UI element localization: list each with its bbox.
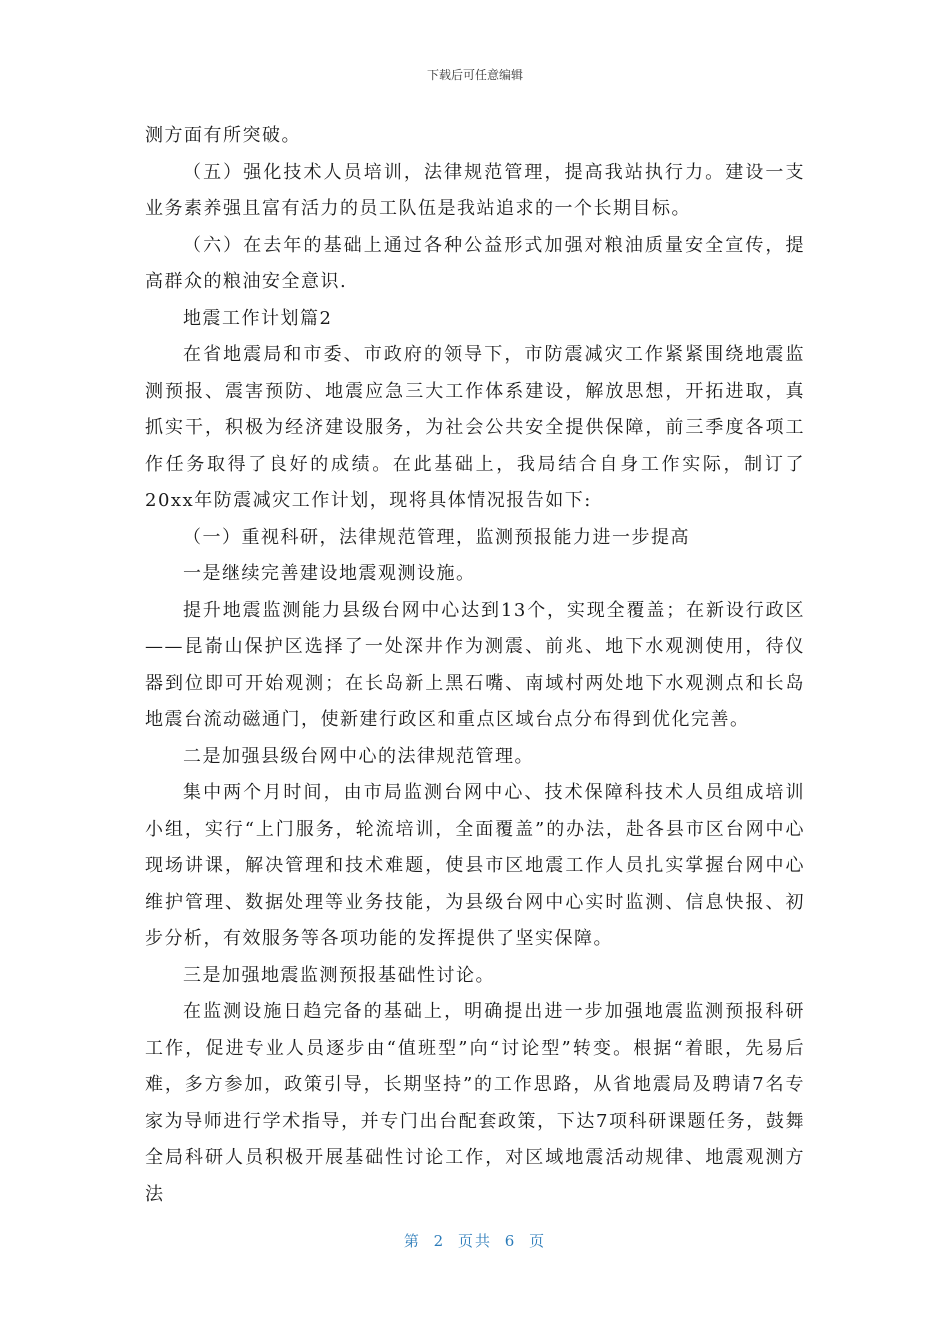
page-header: 下载后可任意编辑: [426, 68, 523, 82]
paragraph-2: （五）强化技术人员培训，法律规范管理，提高我站执行力。建设一支业务素养强且富有活力的员工队伍是我站追求的一个长期目标。: [145, 161, 805, 219]
section-heading: 地震工作计划篇2: [183, 307, 333, 329]
paragraph-1: 测方面有所突破。: [145, 125, 301, 146]
page-footer: 第 2 页共 6 页: [403, 1232, 547, 1250]
paragraph-8: 提升地震监测能力县级台网中心达到13个，实现全覆盖；在新设行政区——昆嵛山保护区选择了一处深井作为测震、前兆、地下水观测使用，待仪器到位即可开始观测；在长岛新上黑石嘴、南域村两处地下水观测点和长岛地震台流动磁通门，使新建行政区和重点区域台点分布得到优化完善。: [145, 599, 805, 730]
subheading-1: （一）重视科研，法律规范管理，监测预报能力进一步提高: [183, 526, 690, 548]
document-body: [145, 118, 805, 1213]
paragraph-12: 在监测设施日趋完备的基础上，明确提出进一步加强地震监测预报科研工作，促进专业人员逐步由“值班型”向“讨论型”转变。根据“着眼，先易后难，多方参加，政策引导，长期坚持”的工作思路，从省地震局及聘请7名专家为导师进行学术指导，并专门出台配套政策，下达7项科研课题任务，鼓舞全局科研人员积极开展基础性讨论工作，对区域地震活动规律、地震观测方法: [145, 1001, 805, 1205]
subheading-item-1: 一是继续完善建设地震观测设施。: [183, 563, 476, 584]
subheading-item-2: 二是加强县级台网中心的法律规范管理。: [183, 745, 534, 767]
paragraph-3: （六）在去年的基础上通过各种公益形式加强对粮油质量安全宣传，提高群众的粮油安全意识.: [145, 234, 805, 292]
paragraph-5: 在省地震局和市委、市政府的领导下，市防震减灾工作紧紧围绕地震监测预报、震害预防、地震应急三大工作体系建设，解放思想，开拓进取，真抓实干，积极为经济建设服务，为社会公共安全提供保障，前三季度各项工作任务取得了良好的成绩。在此基础上，我局结合自身工作实际，制订了20xx年防震减灾工作计划，现将具体情况报告如下:: [145, 344, 805, 511]
subheading-item-3: 三是加强地震监测预报基础性讨论。: [183, 964, 495, 986]
paragraph-10: 集中两个月时间，由市局监测台网中心、技术保障科技术人员组成培训小组，实行“上门服务，轮流培训，全面覆盖”的办法，赴各县市区台网中心现场讲课，解决管理和技术难题，使县市区地震工作人员扎实掌握台网中心维护管理、数据处理等业务技能，为县级台网中心实时监测、信息快报、初步分析，有效服务等各项功能的发挥提供了坚实保障。: [145, 782, 805, 949]
